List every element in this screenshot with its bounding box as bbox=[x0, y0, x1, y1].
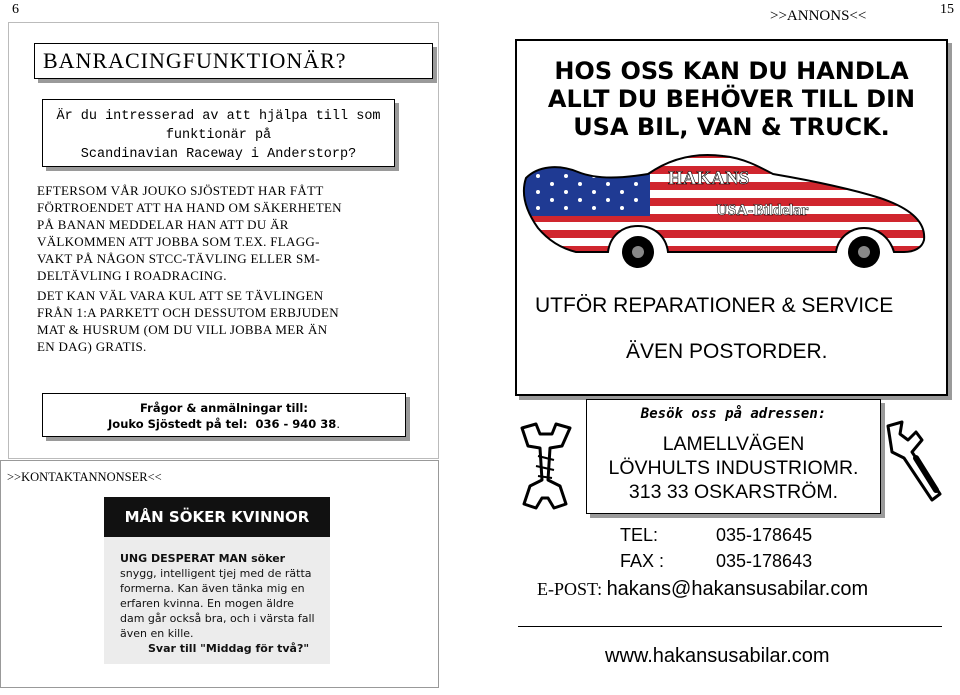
flag-car-logo bbox=[518, 148, 942, 270]
clipping-line: UNG DESPERAT MAN söker bbox=[120, 552, 286, 565]
contact-box bbox=[42, 393, 406, 437]
tel-label: TEL: bbox=[620, 525, 659, 545]
info-paragraph bbox=[37, 182, 342, 284]
clipping-line: även en kille. bbox=[120, 627, 194, 640]
ad-headline-line: USA BIL, VAN & TRUCK. bbox=[573, 113, 890, 141]
clipping-headline: MÅN SÖKER KVINNOR bbox=[124, 508, 310, 526]
fax-number: 035-178643 bbox=[716, 551, 813, 571]
logo-brand: HAKANS bbox=[668, 168, 750, 189]
ad-headline-line: ALLT DU BEHÖVER TILL DIN bbox=[547, 85, 916, 113]
title-box bbox=[34, 43, 433, 79]
email-row bbox=[537, 578, 868, 601]
page-title: BANRACINGFUNKTIONÄR? bbox=[43, 48, 347, 73]
clipping-line: Svar till "Middag för två?" bbox=[148, 642, 310, 655]
contact-heading: Frågor & anmälningar till: bbox=[140, 401, 308, 415]
contact-phone: 036 - 940 38 bbox=[255, 417, 337, 431]
text-line: EFTERSOM VÅR JOUKO SJÖSTEDT HAR FÅTT bbox=[37, 183, 324, 198]
text-line: FÖRTROENDET ATT HA HAND OM SÄKERHETEN bbox=[37, 200, 342, 215]
adjustable-wrench-icon bbox=[882, 420, 948, 504]
text-line: VÄLKOMMEN ATT JOBBA SOM T.EX. FLAGG- bbox=[37, 234, 320, 249]
contact-dot: . bbox=[336, 417, 340, 431]
text-line: DELTÄVLING I ROADRACING. bbox=[37, 268, 227, 283]
text-line: DET KAN VÄL VARA KUL ATT SE TÄVLINGEN bbox=[37, 288, 324, 303]
contact-name: Jouko Sjöstedt på tel: bbox=[108, 417, 248, 431]
email-address[interactable]: hakans@hakansusabilar.com bbox=[606, 578, 869, 600]
address-line: 313 33 OSKARSTRÖM. bbox=[628, 481, 839, 503]
intro-line: funktionär på bbox=[165, 128, 272, 143]
intro-line: Scandinavian Raceway i Anderstorp? bbox=[80, 147, 357, 162]
ad-headline-line: HOS OSS KAN DU HANDLA bbox=[554, 57, 909, 85]
service-text: UTFÖR REPARATIONER & SERVICE bbox=[535, 294, 894, 317]
page-number-left: 6 bbox=[12, 2, 19, 17]
address-line: LAMELLVÄGEN bbox=[662, 433, 805, 455]
wrench-icon bbox=[516, 420, 576, 512]
address-box bbox=[586, 399, 881, 514]
clipping-line: formerna. Kan även tänka mig en bbox=[120, 582, 305, 595]
text-line: MAT & HUSRUM (OM DU VILL JOBBA MER ÄN bbox=[37, 322, 328, 337]
text-line: EN DAG) GRATIS. bbox=[37, 339, 147, 354]
website-link[interactable]: www.hakansusabilar.com bbox=[605, 645, 830, 667]
text-line: VAKT PÅ NÅGON STCC-TÄVLING ELLER SM- bbox=[37, 251, 320, 266]
newspaper-clipping bbox=[104, 497, 330, 664]
page-number-right: 15 bbox=[940, 2, 954, 17]
clipping-line: dam går också bra, och i värsta fall bbox=[120, 612, 315, 625]
email-label: E-POST: bbox=[537, 579, 603, 599]
offer-paragraph bbox=[37, 287, 339, 355]
logo-sub: USA-Bildelar bbox=[716, 202, 809, 219]
intro-line: Är du intresserad av att hjälpa till som bbox=[56, 109, 381, 124]
intro-box bbox=[42, 99, 395, 167]
postorder-text: ÄVEN POSTORDER. bbox=[626, 340, 828, 363]
clipping-line: erfaren kvinna. En mogen äldre bbox=[120, 597, 294, 610]
annons-header: >>ANNONS<< bbox=[770, 8, 867, 24]
text-line: PÅ BANAN MEDDELAR HAN ATT DU ÄR bbox=[37, 217, 289, 232]
address-heading: Besök oss på adressen: bbox=[640, 406, 827, 422]
divider bbox=[518, 626, 942, 627]
kontakt-header: >>KONTAKTANNONSER<< bbox=[7, 470, 162, 484]
clipping-line: snygg, intelligent tjej med de rätta bbox=[120, 567, 312, 580]
address-line: LÖVHULTS INDUSTRIOMR. bbox=[608, 457, 859, 479]
tel-number: 035-178645 bbox=[716, 525, 813, 545]
fax-label: FAX : bbox=[620, 551, 665, 571]
text-line: FRÅN 1:A PARKETT OCH DESSUTOM ERBJUDEN bbox=[37, 305, 339, 320]
